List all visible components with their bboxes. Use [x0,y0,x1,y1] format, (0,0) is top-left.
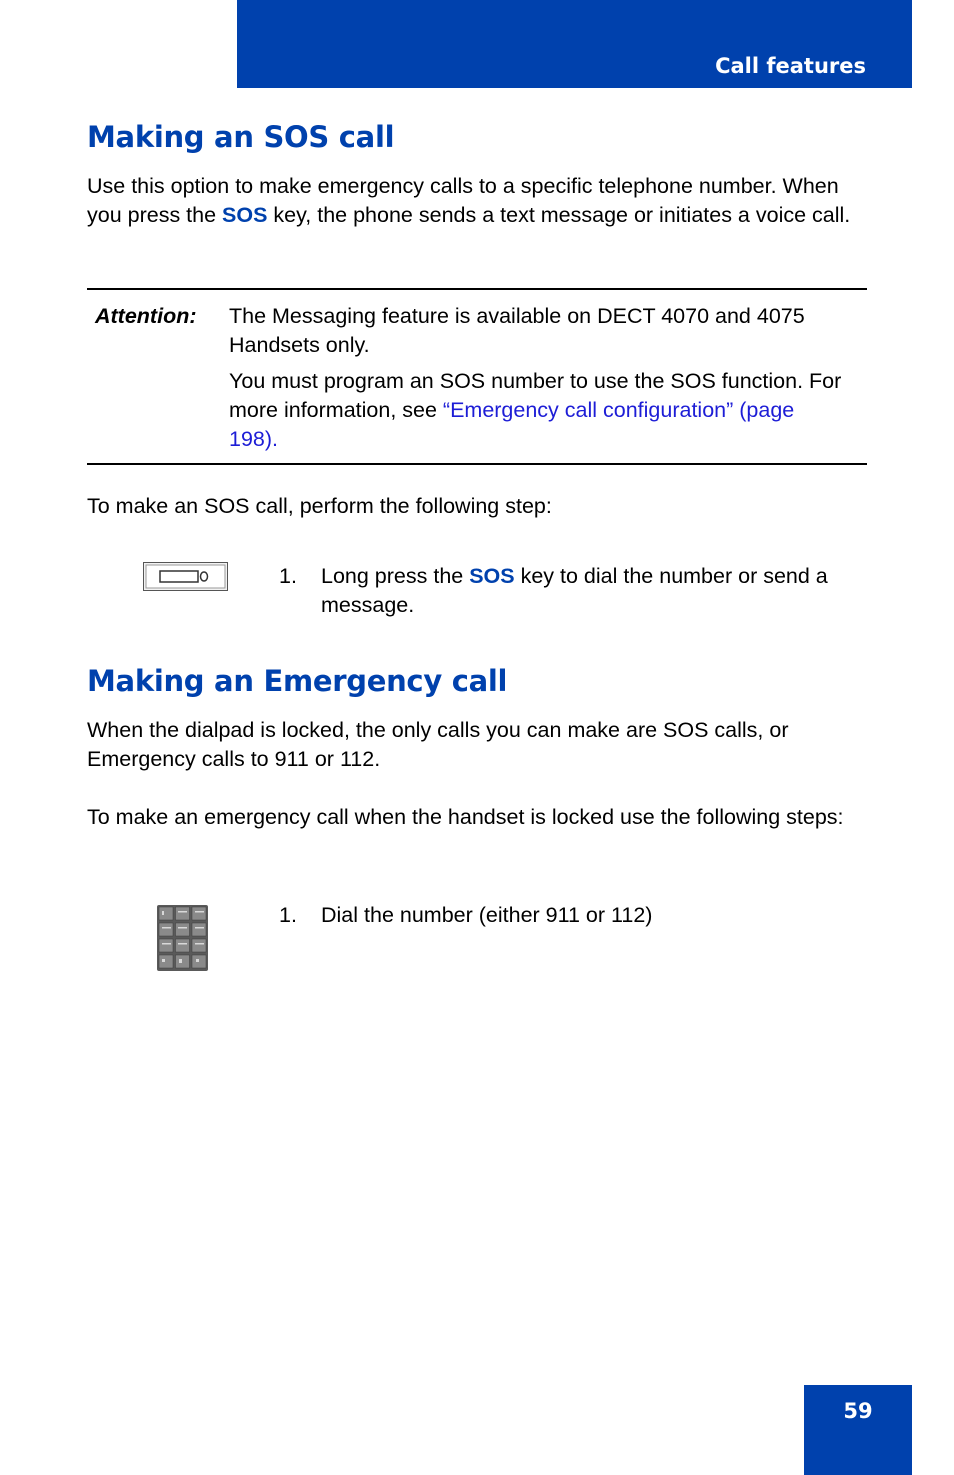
dialpad-icon [157,905,208,971]
emergency-section-heading: Making an Emergency call [87,664,508,698]
page-number-box [804,1385,912,1475]
emergency-paragraph-2: To make an emergency call when the handset is locked use the following steps: [87,805,844,829]
sos-intro [87,172,877,230]
emergency-step-number: 1. [279,903,297,927]
attention-paragraph-2 [229,367,849,454]
sos-section-heading: Making an SOS call [87,120,395,154]
sos-step-text-1: Long press the [321,564,470,588]
page-number: 59 [843,1399,873,1423]
sos-key-icon [143,562,228,591]
attention-paragraph-1: The Messaging feature is available on DECT 4070 and 4075 Handsets only. [229,304,805,357]
sos-intro-text-1: Use this option to make emergency calls to a specific telephone number. When you press the [87,174,839,227]
attention-bottom-rule [87,463,867,465]
sos-intro-text-2: key, the phone sends a text message or initiates a voice call. [267,203,851,227]
sos-step-key: SOS [469,564,515,588]
sos-intro-key: SOS [222,203,268,227]
sos-step-text-2: key to dial the number or send a message. [321,564,828,617]
sos-steps-lead: To make an SOS call, perform the following step: [87,494,552,518]
sos-step-number: 1. [279,564,297,588]
emergency-paragraph-1: When the dialpad is locked, the only calls you can make are SOS calls, or Emergency calls to 911 or 112. [87,718,789,771]
header-title: Call features [715,54,866,78]
attention-label: Attention: [95,304,197,328]
emergency-step-text: Dial the number (either 911 or 112) [321,903,653,927]
emergency-config-link[interactable]: “Emergency call configuration” (page 198) [229,398,795,451]
attention-paragraph-2-text: You must program an SOS number to use the SOS function. For more information, see [229,369,842,422]
attention-top-rule [87,288,867,290]
attention-paragraph-2-end: . [272,427,279,451]
header-bar [237,0,912,88]
sos-step-text [321,562,881,620]
